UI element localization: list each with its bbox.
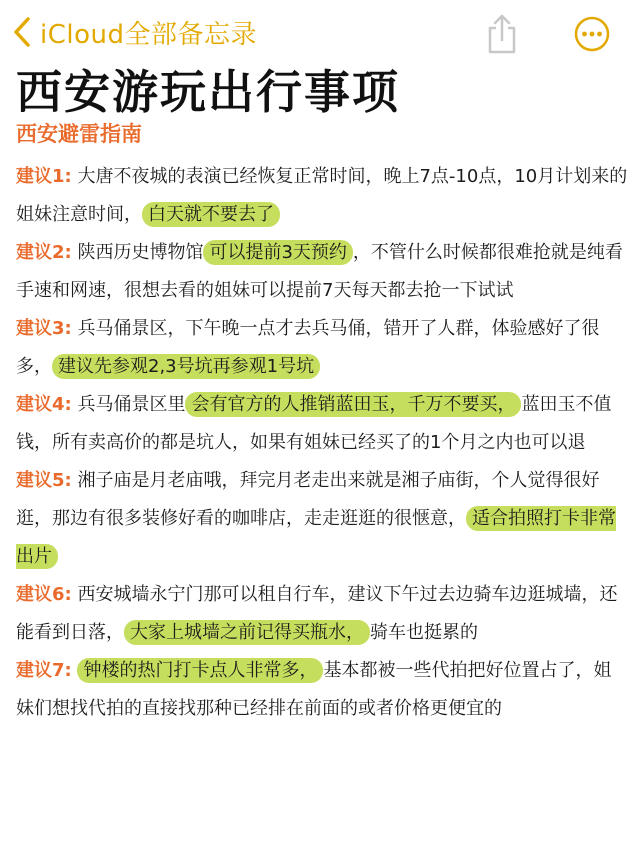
tip-text: 兵马俑景区里 bbox=[77, 394, 186, 415]
tip-text: 蓝田玉不值钱，所有卖高价的都是坑人，如果有姐妹已经买了的1个月之内也可以退 bbox=[16, 394, 612, 453]
chevron-left-icon bbox=[10, 15, 34, 49]
tip-highlight: 适合拍照打卡非常出片 bbox=[16, 508, 616, 567]
tip-highlight: 钟楼的热门打卡点人非常多， bbox=[77, 658, 323, 683]
tip-highlight: 可以提前3天预约 bbox=[203, 240, 352, 265]
tip-label: 建议2: bbox=[16, 242, 72, 263]
tip-paragraph bbox=[16, 310, 628, 386]
tip-text: 西安城墙永宁门那可以租自行车，建议下午过去边骑车边逛城墙，还能看到日落， bbox=[16, 584, 618, 643]
tip-paragraph bbox=[16, 158, 628, 234]
tip-paragraph bbox=[16, 462, 628, 576]
tip-label: 建议1: bbox=[16, 166, 72, 187]
tip-label: 建议7: bbox=[16, 660, 72, 681]
note-title: 西安游玩出行事项 bbox=[16, 65, 400, 119]
tip-highlight: 大家上城墙之前记得买瓶水， bbox=[124, 620, 370, 645]
tip-paragraph bbox=[16, 652, 628, 728]
tip-text: 兵马俑景区，下午晚一点才去兵马俑，错开了人群，体验感好了很多， bbox=[16, 318, 600, 377]
more-icon bbox=[574, 16, 610, 52]
back-button[interactable] bbox=[10, 12, 257, 52]
tip-label: 建议3: bbox=[16, 318, 72, 339]
note-subtitle: 西安避雷指南 bbox=[16, 122, 142, 146]
note-body[interactable] bbox=[16, 158, 628, 728]
tip-text: 大唐不夜城的表演已经恢复正常时间，晚上7点-10点，10月计划来的姐妹注意时间， bbox=[16, 166, 628, 225]
tip-text: 湘子庙是月老庙哦，拜完月老走出来就是湘子庙街，个人觉得很好逛，那边有很多装修好看的咖啡店，走走逛逛的很惬意， bbox=[16, 470, 600, 529]
tip-label: 建议6: bbox=[16, 584, 72, 605]
tip-text: 陕西历史博物馆 bbox=[77, 242, 204, 263]
tip-text: 基本都被一些代拍把好位置占了，姐妹们想找代拍的直接找那种已经排在前面的或者价格更便宜的 bbox=[16, 660, 612, 719]
tip-label: 建议4: bbox=[16, 394, 72, 415]
tip-highlight: 白天就不要去了 bbox=[142, 202, 280, 227]
tip-paragraph bbox=[16, 576, 628, 652]
tip-paragraph bbox=[16, 386, 628, 462]
share-button[interactable] bbox=[484, 12, 520, 56]
tip-text: ，不管什么时候都很难抢就是纯看手速和网速，很想去看的姐妹可以提前7天每天都去抢一下试试 bbox=[16, 242, 623, 301]
navigation-bar bbox=[0, 0, 640, 62]
tip-label: 建议5: bbox=[16, 470, 72, 491]
back-label: iCloud全部备忘录 bbox=[40, 19, 257, 50]
tip-paragraph bbox=[16, 234, 628, 310]
tip-text: 骑车也挺累的 bbox=[370, 622, 478, 643]
more-button[interactable] bbox=[574, 16, 610, 52]
tip-highlight: 建议先参观2,3号坑再参观1号坑 bbox=[52, 354, 320, 379]
tip-highlight: 会有官方的人推销蓝田玉，千万不要买， bbox=[185, 392, 521, 417]
share-icon bbox=[484, 12, 520, 56]
